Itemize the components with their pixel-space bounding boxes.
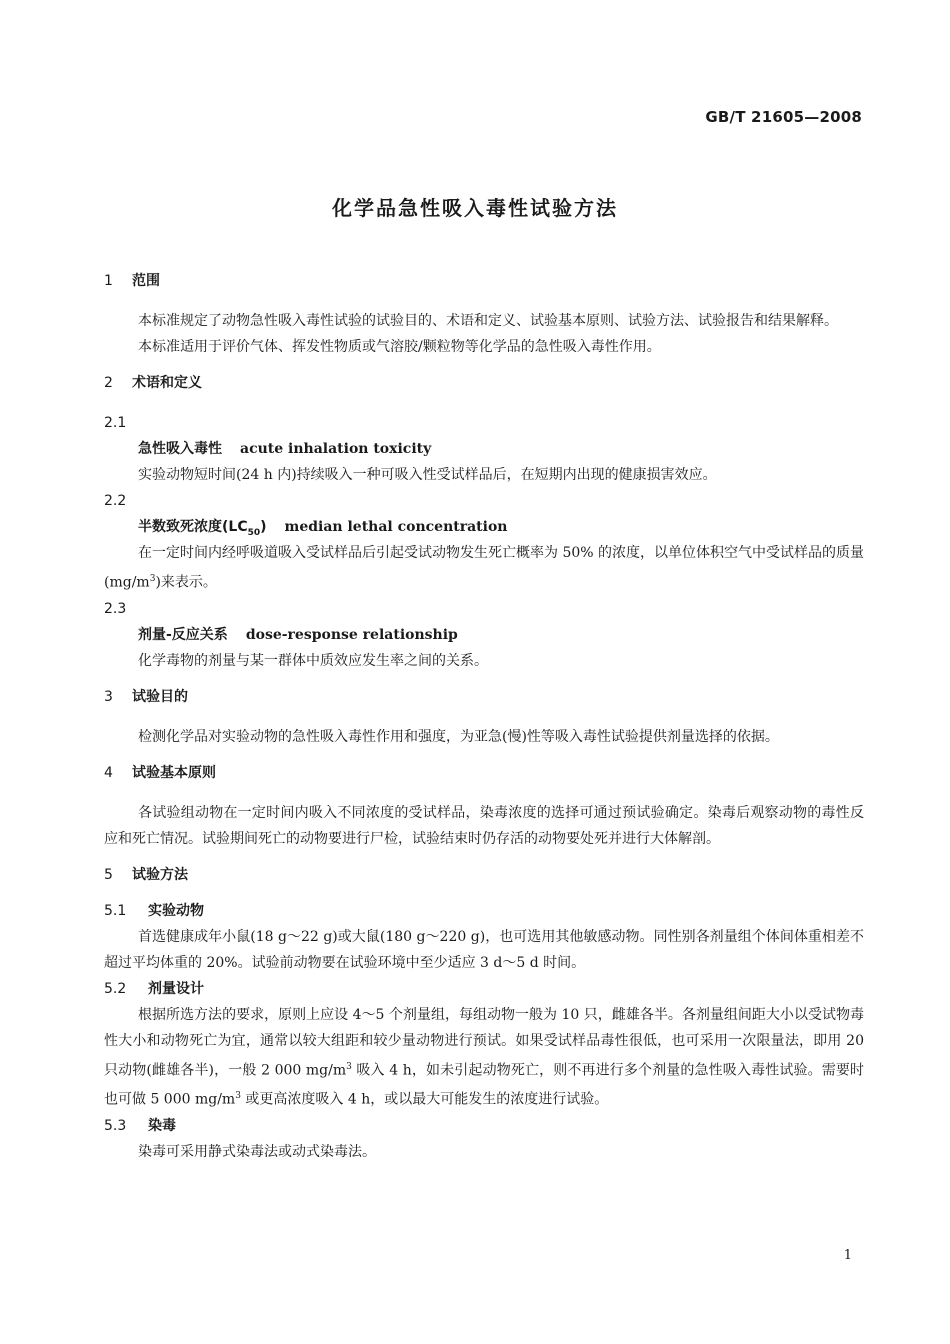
term-english: dose-response relationship	[245, 626, 458, 643]
paragraph: 各试验组动物在一定时间内吸入不同浓度的受试样品，染毒浓度的选择可通过预试验确定。染毒后观察动物的毒性反应和死亡情况。试验期间死亡的动物要进行尸检，试验结束时仍存活的动物要处死并进行大体解剖。	[104, 804, 864, 847]
clause-number: 5.1	[104, 902, 127, 919]
section-title: 术语和定义	[132, 375, 202, 391]
subsection-title: 实验动物	[148, 902, 204, 919]
term-heading	[104, 436, 864, 462]
section-title: 试验基本原则	[132, 764, 216, 781]
term-definition: 化学毒物的剂量与某一群体中质效应发生率之间的关系。	[138, 652, 488, 669]
section-number: 2	[104, 375, 113, 391]
subsection-heading	[104, 1113, 864, 1139]
term-chinese: 半数致死浓度$(LC_{50})$	[138, 519, 267, 538]
paragraph: 首选健康成年小鼠(18 g～22 g)或大鼠(180 g～220 g)，也可选用其他敏感动物。同性别各剂量组个体间体重相差不超过平均体重的 20%。试验前动物要在试验环境中至少适应 3 d～5 d 时间。	[104, 928, 864, 971]
paragraph: 染毒可采用静式染毒法或动式染毒法。	[138, 1143, 376, 1160]
page-number: 1	[843, 1248, 852, 1263]
document-title: 化学品急性吸入毒性试验方法	[332, 196, 618, 220]
clause-number: 5.2	[104, 980, 127, 997]
subscript: 50	[247, 527, 261, 538]
term-definition: 实验动物短时间(24 h 内)持续吸入一种可吸入性受试样品后，在短期内出现的健康损害效应。	[138, 467, 717, 483]
section-heading-2	[104, 370, 864, 396]
superscript: 3	[235, 1091, 241, 1102]
paragraph: 本标准适用于评价气体、挥发性物质或气溶胶/颗粒物等化学品的急性吸入毒性作用。	[138, 339, 661, 355]
term-heading	[104, 622, 864, 648]
superscript: 3	[149, 574, 156, 584]
section-number: 1	[104, 273, 113, 289]
clause-number: 2.3	[104, 600, 127, 617]
paragraph: 本标准规定了动物急性吸入毒性试验的试验目的、术语和定义、试验基本原则、试验方法、试验报告和结果解释。	[138, 313, 838, 329]
term-chinese: 急性吸入毒性	[138, 441, 222, 457]
term-english: median lethal concentration	[284, 519, 508, 535]
term-english: acute inhalation toxicity	[240, 441, 432, 457]
section-heading-5	[104, 862, 864, 888]
subsection-heading	[104, 976, 864, 1002]
clause-number: 2.2	[104, 493, 127, 509]
term-definition: 在一定时间内经呼吸道吸入受试样品后引起受试动物发生死亡概率为 50% 的浓度，以单位体积空气中受试样品的质量$(mg/m^3)$来表示。	[104, 545, 865, 591]
paragraph: 根据所选方法的要求，原则上应设 4～5 个剂量组，每组动物一般为 10 只，雌雄各半。各剂量组间距大小以受试物毒性大小和动物死亡为宜，通常以较大组距和较少量动物进行预试。如果受试样品毒性很低，也可采用一次限量法，即用 20 只动物(雌雄各半)，一般 2 000 $mg/m^3$ 吸入 4 h，如未引起动物死亡，则不再进行多个剂量的急性吸入毒性试验。需要时也可做 5 000 $mg/m^3$ 或更高浓度吸入 4 h，或以最大可能发生的浓度进行试验。	[104, 1006, 864, 1108]
section-title: 试验目的	[132, 688, 188, 705]
section-heading-1	[104, 268, 864, 294]
clause-number: 2.1	[104, 415, 127, 431]
term-heading	[104, 514, 864, 540]
section-number: 4	[104, 764, 113, 781]
section-title: 试验方法	[132, 866, 188, 883]
paragraph: 检测化学品对实验动物的急性吸入毒性作用和强度，为亚急(慢)性等吸入毒性试验提供剂量选择的依据。	[138, 728, 779, 745]
document-body	[104, 268, 864, 1165]
term-number	[104, 488, 864, 514]
subsection-title: 剂量设计	[148, 980, 204, 997]
standard-code: GB/T 21605—2008	[705, 108, 862, 126]
section-title: 范围	[132, 273, 160, 289]
section-number: 3	[104, 688, 113, 705]
clause-number: 5.3	[104, 1117, 127, 1134]
section-heading-3	[104, 684, 864, 710]
term-number	[104, 596, 864, 622]
superscript: 3	[346, 1061, 352, 1072]
term-chinese: 剂量-反应关系	[138, 626, 228, 643]
subsection-title: 染毒	[148, 1117, 176, 1134]
section-heading-4	[104, 760, 864, 786]
section-number: 5	[104, 866, 113, 883]
subsection-heading	[104, 898, 864, 924]
term-number	[104, 410, 864, 436]
